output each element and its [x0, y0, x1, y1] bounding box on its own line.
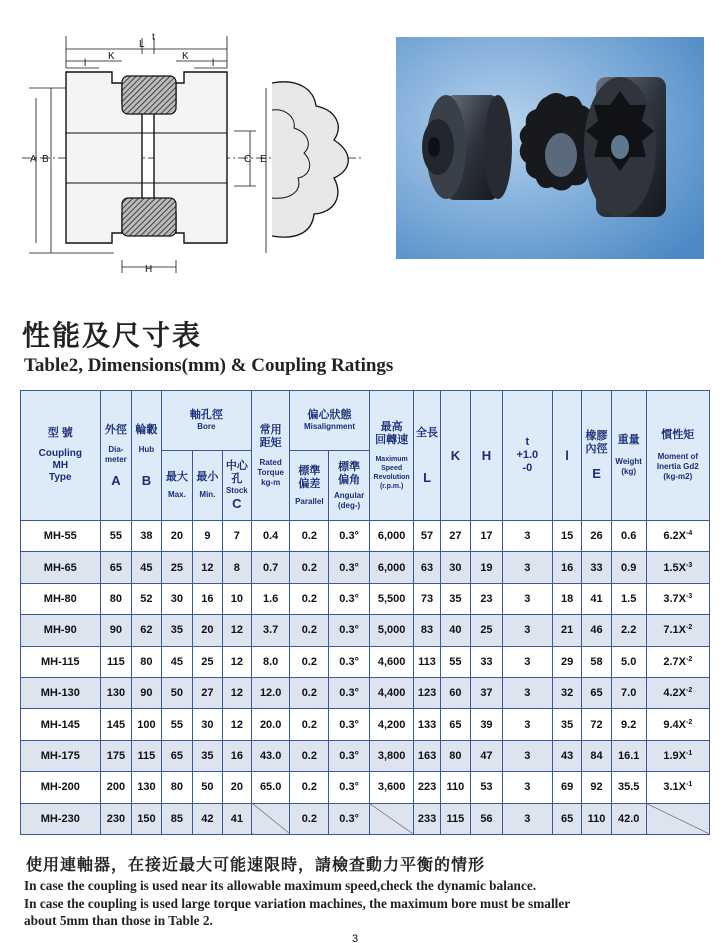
- cell-h: 56: [471, 803, 503, 834]
- cell-l: 83: [414, 615, 440, 646]
- cell-l: 123: [414, 677, 440, 708]
- cell-k: 27: [440, 521, 471, 552]
- cell-k: 115: [440, 803, 471, 834]
- dim-label-e: E: [260, 154, 267, 165]
- header-length: 全長 L: [414, 391, 440, 521]
- dim-label-k-right: K: [182, 51, 189, 62]
- cell-h: 23: [471, 583, 503, 614]
- cell-t: 3: [502, 615, 552, 646]
- cell-type: MH-55: [21, 521, 101, 552]
- cell-b: 80: [132, 646, 161, 677]
- cell-w: 42.0: [611, 803, 646, 834]
- page-number: 3: [352, 933, 359, 943]
- header-bore-max: 最大 Max.: [161, 451, 193, 521]
- cell-h: 39: [471, 709, 503, 740]
- cell-c: 7: [222, 521, 251, 552]
- cell-k: 80: [440, 740, 471, 771]
- cell-min: 50: [193, 772, 222, 803]
- cell-h: 53: [471, 772, 503, 803]
- cell-mom: $2.7X^{-2}$: [646, 646, 709, 677]
- cell-torque: 65.0: [252, 772, 290, 803]
- cell-t: 3: [502, 709, 552, 740]
- cell-type: MH-145: [21, 709, 101, 740]
- cell-k: 35: [440, 583, 471, 614]
- cell-speed: 4,200: [369, 709, 414, 740]
- cell-t: 3: [502, 740, 552, 771]
- cell-w: 35.5: [611, 772, 646, 803]
- cell-par: 0.2: [290, 552, 329, 583]
- cell-c: 12: [222, 615, 251, 646]
- cell-speed: 4,400: [369, 677, 414, 708]
- cell-speed: 3,800: [369, 740, 414, 771]
- cell-t: 3: [502, 552, 552, 583]
- cell-i: 29: [552, 646, 581, 677]
- cell-ang: 0.3°: [329, 552, 369, 583]
- page-title-chinese: 性能及尺寸表: [22, 319, 203, 352]
- cell-ang: 0.3°: [329, 709, 369, 740]
- cell-max: 85: [161, 803, 193, 834]
- header-hub: 輪轂 Hub B: [132, 391, 161, 521]
- cell-ang: 0.3°: [329, 615, 369, 646]
- cell-a: 80: [100, 583, 132, 614]
- cell-i: 21: [552, 615, 581, 646]
- cell-a: 145: [100, 709, 132, 740]
- table-row: [21, 646, 710, 677]
- header-h: H: [471, 391, 503, 521]
- cell-type: MH-65: [21, 552, 101, 583]
- cell-ang: 0.3°: [329, 583, 369, 614]
- hub-right-image: [584, 77, 666, 217]
- cell-k: 40: [440, 615, 471, 646]
- table-row: [21, 521, 710, 552]
- cell-par: 0.2: [290, 677, 329, 708]
- cell-i: 43: [552, 740, 581, 771]
- cell-h: 19: [471, 552, 503, 583]
- cell-type: MH-200: [21, 772, 101, 803]
- cell-i: 16: [552, 552, 581, 583]
- cell-l: 73: [414, 583, 440, 614]
- cell-max: 45: [161, 646, 193, 677]
- cell-mom: $3.1X^{-1}$: [646, 772, 709, 803]
- cell-torque: 8.0: [252, 646, 290, 677]
- header-moment-of-inertia: 慣性矩 Moment of Inertia Gd2 (kg-m2): [646, 391, 709, 521]
- cell-max: 50: [161, 677, 193, 708]
- cell-type: MH-90: [21, 615, 101, 646]
- cell-par: 0.2: [290, 803, 329, 834]
- cell-ang: 0.3°: [329, 646, 369, 677]
- cell-min: 9: [193, 521, 222, 552]
- cell-l: 163: [414, 740, 440, 771]
- cell-ang: 0.3°: [329, 803, 369, 834]
- cell-e: 72: [582, 709, 611, 740]
- header-bore: 軸孔徑 Bore: [161, 391, 251, 451]
- cell-ang: 0.3°: [329, 772, 369, 803]
- cell-mom: $6.2X^{-4}$: [646, 521, 709, 552]
- dim-label-l-left: l: [84, 58, 87, 69]
- table-row: [21, 709, 710, 740]
- cell-speed: 5,000: [369, 615, 414, 646]
- table-row: [21, 615, 710, 646]
- header-max-speed: 最高 回轉速 Maximum Speed Revolution (r.p.m.): [369, 391, 414, 521]
- cell-torque: 1.6: [252, 583, 290, 614]
- cell-b: 150: [132, 803, 161, 834]
- dim-label-l-total: L: [139, 39, 145, 50]
- cell-i: 69: [552, 772, 581, 803]
- cell-speed: 5,500: [369, 583, 414, 614]
- cell-max: 25: [161, 552, 193, 583]
- cell-w: 0.9: [611, 552, 646, 583]
- cell-max: 65: [161, 740, 193, 771]
- product-photo: [396, 37, 704, 259]
- note-english-3: about 5mm than those in Table 2.: [24, 913, 213, 928]
- cell-type: MH-175: [21, 740, 101, 771]
- cell-mom: [646, 803, 709, 834]
- cell-mom: $7.1X^{-2}$: [646, 615, 709, 646]
- cell-w: 5.0: [611, 646, 646, 677]
- cell-l: 223: [414, 772, 440, 803]
- note-chinese: 使用連軸器，在接近最大可能速限時，請檢查動力平衡的情形: [26, 855, 486, 874]
- cell-t: 3: [502, 583, 552, 614]
- header-rubber-inner-diameter: 橡膠 內徑 E: [582, 391, 611, 521]
- cell-h: 47: [471, 740, 503, 771]
- cell-k: 110: [440, 772, 471, 803]
- cell-mom: $4.2X^{-2}$: [646, 677, 709, 708]
- header-t: t +1.0 -0: [502, 391, 552, 521]
- cell-e: 84: [582, 740, 611, 771]
- cell-i: 65: [552, 803, 581, 834]
- cell-b: 130: [132, 772, 161, 803]
- header-bore-min: 最小 Min.: [193, 451, 222, 521]
- cell-c: 10: [222, 583, 251, 614]
- cell-a: 200: [100, 772, 132, 803]
- cell-i: 18: [552, 583, 581, 614]
- cell-t: 3: [502, 803, 552, 834]
- cell-b: 62: [132, 615, 161, 646]
- header-k: K: [440, 391, 471, 521]
- cell-e: 65: [582, 677, 611, 708]
- cell-par: 0.2: [290, 583, 329, 614]
- cell-a: 175: [100, 740, 132, 771]
- cell-i: 15: [552, 521, 581, 552]
- cell-type: MH-230: [21, 803, 101, 834]
- table-row: [21, 677, 710, 708]
- cell-torque: [252, 803, 290, 834]
- cell-torque: 3.7: [252, 615, 290, 646]
- cell-i: 35: [552, 709, 581, 740]
- cell-torque: 0.4: [252, 521, 290, 552]
- cell-min: 35: [193, 740, 222, 771]
- dimensions-ratings-table: [20, 390, 710, 835]
- cell-c: 41: [222, 803, 251, 834]
- hub-left-image: [422, 95, 512, 200]
- cell-ang: 0.3°: [329, 740, 369, 771]
- header-angular: 標準 偏角 Angular (deg-): [329, 451, 369, 521]
- cell-t: 3: [502, 521, 552, 552]
- cell-max: 20: [161, 521, 193, 552]
- header-weight: 重量 Weight (kg): [611, 391, 646, 521]
- header-bore-stock: 中心 孔 Stock C: [222, 451, 251, 521]
- cell-c: 12: [222, 677, 251, 708]
- table-row: [21, 552, 710, 583]
- cell-max: 55: [161, 709, 193, 740]
- cell-l: 63: [414, 552, 440, 583]
- cell-a: 115: [100, 646, 132, 677]
- cell-h: 25: [471, 615, 503, 646]
- cell-type: MH-115: [21, 646, 101, 677]
- cell-mom: $1.9X^{-1}$: [646, 740, 709, 771]
- header-l: l: [552, 391, 581, 521]
- cell-c: 20: [222, 772, 251, 803]
- cell-h: 17: [471, 521, 503, 552]
- cell-t: 3: [502, 677, 552, 708]
- cell-type: MH-130: [21, 677, 101, 708]
- table-row: [21, 772, 710, 803]
- cell-c: 12: [222, 646, 251, 677]
- cell-e: 58: [582, 646, 611, 677]
- cell-mom: $3.7X^{-3}$: [646, 583, 709, 614]
- cell-type: MH-80: [21, 583, 101, 614]
- cell-e: 33: [582, 552, 611, 583]
- cell-c: 16: [222, 740, 251, 771]
- cell-speed: 6,000: [369, 552, 414, 583]
- cell-c: 12: [222, 709, 251, 740]
- cell-speed: 3,600: [369, 772, 414, 803]
- cell-b: 90: [132, 677, 161, 708]
- cell-k: 65: [440, 709, 471, 740]
- dim-label-a: A: [30, 154, 37, 165]
- cell-l: 57: [414, 521, 440, 552]
- table-row: [21, 583, 710, 614]
- cell-par: 0.2: [290, 521, 329, 552]
- cell-b: 52: [132, 583, 161, 614]
- page-title-english: Table2, Dimensions(mm) & Coupling Ratings: [24, 355, 394, 376]
- cell-l: 133: [414, 709, 440, 740]
- cell-torque: 43.0: [252, 740, 290, 771]
- cell-a: 55: [100, 521, 132, 552]
- cell-speed: 4,600: [369, 646, 414, 677]
- note-english-2: In case the coupling is used large torque variation machines, the maximum bore must be smaller: [24, 896, 571, 911]
- header-diameter: 外徑 Dia- meter A: [100, 391, 132, 521]
- cell-a: 65: [100, 552, 132, 583]
- cell-l: 113: [414, 646, 440, 677]
- cell-min: 42: [193, 803, 222, 834]
- cell-t: 3: [502, 646, 552, 677]
- cell-h: 37: [471, 677, 503, 708]
- table-row: [21, 740, 710, 771]
- cell-torque: 20.0: [252, 709, 290, 740]
- dim-label-b: B: [42, 154, 49, 165]
- cell-torque: 12.0: [252, 677, 290, 708]
- cell-a: 230: [100, 803, 132, 834]
- cell-par: 0.2: [290, 709, 329, 740]
- cell-min: 25: [193, 646, 222, 677]
- cell-e: 46: [582, 615, 611, 646]
- cell-par: 0.2: [290, 772, 329, 803]
- cell-min: 27: [193, 677, 222, 708]
- cell-e: 110: [582, 803, 611, 834]
- cell-a: 130: [100, 677, 132, 708]
- cell-e: 92: [582, 772, 611, 803]
- cell-b: 45: [132, 552, 161, 583]
- header-type: 型 號 Coupling MH Type: [21, 391, 101, 521]
- cell-b: 115: [132, 740, 161, 771]
- cell-speed: 6,000: [369, 521, 414, 552]
- cell-b: 38: [132, 521, 161, 552]
- header-rated-torque: 常用 距矩 Rated Torque kg-m: [252, 391, 290, 521]
- cell-e: 41: [582, 583, 611, 614]
- dim-label-h: H: [145, 264, 153, 275]
- dim-label-c: C: [244, 154, 252, 165]
- cell-a: 90: [100, 615, 132, 646]
- cell-w: 2.2: [611, 615, 646, 646]
- note-english-1: In case the coupling is used near its allowable maximum speed,check the dynamic balance.: [24, 878, 537, 893]
- cell-t: 3: [502, 772, 552, 803]
- cell-k: 55: [440, 646, 471, 677]
- cell-par: 0.2: [290, 646, 329, 677]
- cell-k: 60: [440, 677, 471, 708]
- cell-speed: [369, 803, 414, 834]
- cell-ang: 0.3°: [329, 521, 369, 552]
- cell-w: 16.1: [611, 740, 646, 771]
- header-misalignment: 偏心狀態 Misalignment: [290, 391, 370, 451]
- cell-c: 8: [222, 552, 251, 583]
- table-row: [21, 803, 710, 834]
- cell-max: 35: [161, 615, 193, 646]
- cell-min: 12: [193, 552, 222, 583]
- cell-l: 233: [414, 803, 440, 834]
- dim-label-k-left: K: [108, 51, 115, 62]
- cell-k: 30: [440, 552, 471, 583]
- cell-min: 16: [193, 583, 222, 614]
- cell-h: 33: [471, 646, 503, 677]
- dim-label-t: t: [152, 32, 155, 43]
- cell-w: 1.5: [611, 583, 646, 614]
- cell-max: 30: [161, 583, 193, 614]
- header-parallel: 標準 偏差 Parallel: [290, 451, 329, 521]
- coupling-dimension-diagram: [14, 28, 384, 288]
- cell-ang: 0.3°: [329, 677, 369, 708]
- cell-max: 80: [161, 772, 193, 803]
- cell-torque: 0.7: [252, 552, 290, 583]
- cell-mom: $9.4X^{-2}$: [646, 709, 709, 740]
- cell-b: 100: [132, 709, 161, 740]
- cell-w: 0.6: [611, 521, 646, 552]
- cell-e: 26: [582, 521, 611, 552]
- cell-mom: $1.5X^{-3}$: [646, 552, 709, 583]
- cell-par: 0.2: [290, 615, 329, 646]
- cell-i: 32: [552, 677, 581, 708]
- cell-w: 9.2: [611, 709, 646, 740]
- cell-min: 30: [193, 709, 222, 740]
- cell-w: 7.0: [611, 677, 646, 708]
- dim-label-l-right: l: [212, 58, 215, 69]
- cell-par: 0.2: [290, 740, 329, 771]
- cell-min: 20: [193, 615, 222, 646]
